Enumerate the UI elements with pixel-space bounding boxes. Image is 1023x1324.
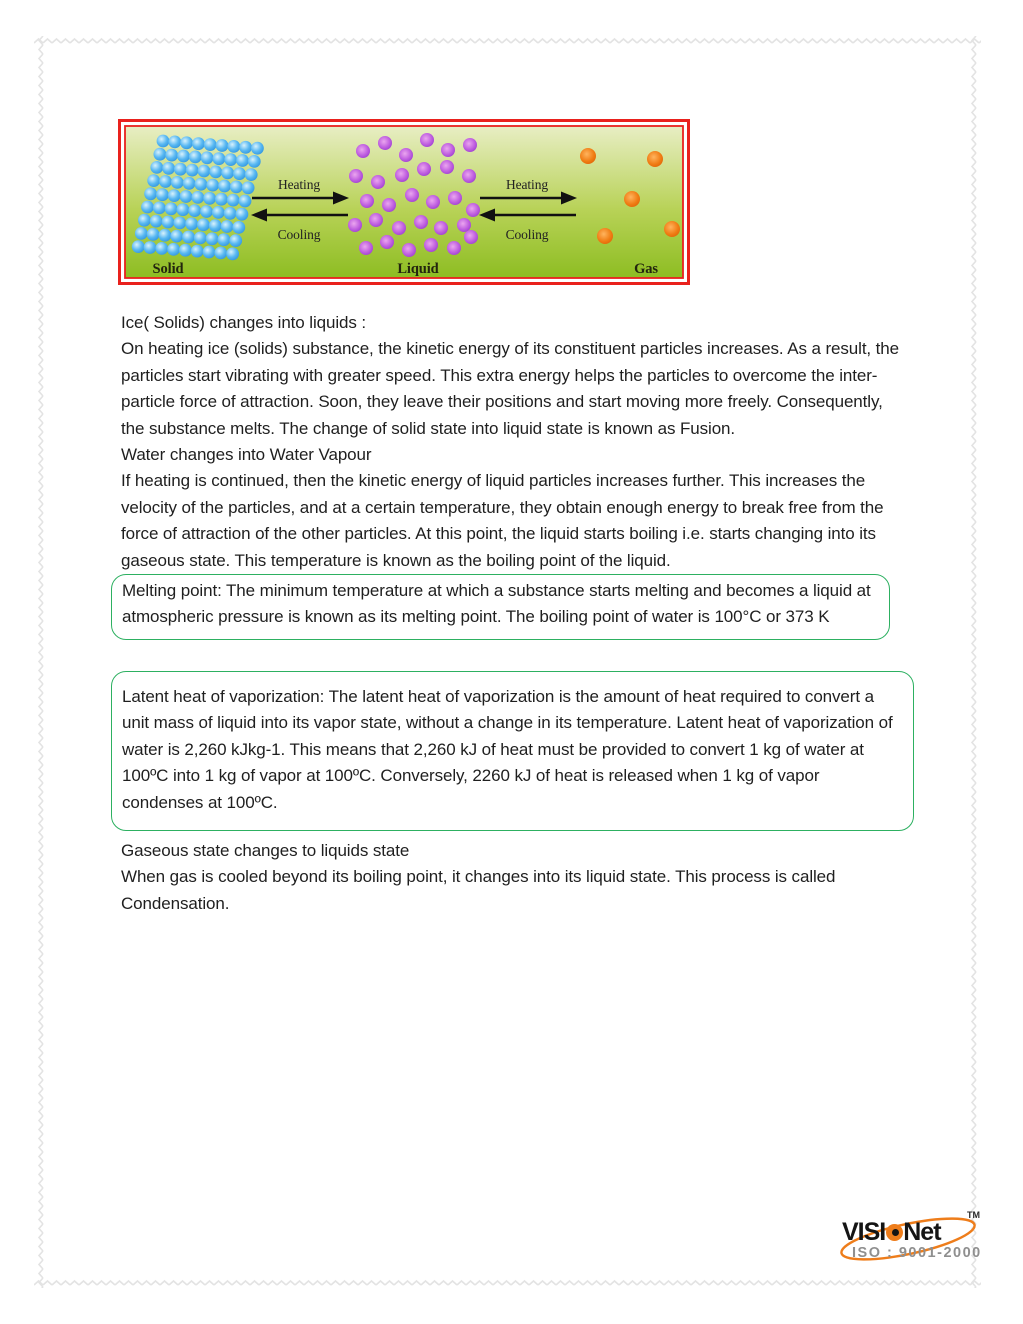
logo-iso-subtitle: ISO : 9001-2000 (852, 1245, 982, 1261)
heading-gas-to-liquid: Gaseous state changes to liquids state (121, 840, 410, 860)
states-of-matter-diagram (118, 119, 690, 285)
melting-point-text: Melting point: The minimum temperature at which a substance starts melting and becomes a liquid at atmospheric pressure is known as its melting point. The boiling point of water is 100°C or 373 K (122, 581, 871, 627)
logo-part1: VISI (842, 1218, 886, 1246)
liquid-label: Liquid (397, 261, 439, 277)
heating-label-2: Heating (505, 177, 549, 192)
heading-water-vapour: Water changes into Water Vapour (121, 445, 372, 465)
heating-label-1: Heating (277, 177, 321, 192)
logo-part2: Net (903, 1218, 941, 1246)
zigzag-border-left (36, 36, 46, 1288)
solid-label: Solid (152, 261, 184, 277)
logo-trademark: TM (967, 1210, 980, 1220)
logo-o-dot-icon (892, 1229, 899, 1236)
latent-heat-text: Latent heat of vaporization: The latent heat of vaporization is the amount of heat required to convert a unit mass of liquid into its vapor state, without a change in its temperature. Latent heat of vaporization of water is 2,260 kJkg-1. This means that 2,260 kJ of heat must be provided to convert 1 kg of water at 100ºC into 1 kg of vapor at 100ºC. Conversely, 2260 kJ of heat is released when 1 kg of vapor condenses at 100ºC. (122, 686, 893, 812)
document-body (121, 119, 903, 917)
zigzag-border-bottom (34, 1278, 981, 1288)
cooling-label-1: Cooling (277, 227, 321, 242)
gas-label: Gas (634, 261, 658, 277)
zigzag-border-right (969, 36, 979, 1288)
states-of-matter-figure (118, 119, 690, 285)
paragraph-condensation: When gas is cooled beyond its boiling point, it changes into its liquid state. This process is called Condensation. (121, 867, 836, 913)
logo-o-disc-icon (886, 1224, 903, 1241)
zigzag-border-top (34, 36, 981, 46)
latent-heat-callout (111, 671, 914, 831)
visionet-logo (836, 1206, 986, 1272)
paragraph-boiling-point: If heating is continued, then the kinetic energy of liquid particles increases further. This increases the velocity of the particles, and at a certain temperature, they obtain enough energy to break free from the force of attraction of the other particles. At this point, the liquid starts boiling i.e. starts changing into its gaseous state. This temperature is known as the boiling point of the liquid. (121, 471, 884, 570)
heading-ice-changes: Ice( Solids) changes into liquids : (121, 313, 367, 332)
logo-wordmark (842, 1218, 941, 1247)
melting-point-callout (111, 574, 890, 640)
paragraph-fusion: On heating ice (solids) substance, the kinetic energy of its constituent particles increases. As a result, the particles start vibrating with greater speed. This extra energy helps the particles to overcome the inter-particle force of attraction. Soon, they leave their positions and start moving more freely. Consequently, the substance melts. The change of solid state into liquid state is known as Fusion. (121, 339, 900, 438)
cooling-label-2: Cooling (505, 227, 549, 242)
